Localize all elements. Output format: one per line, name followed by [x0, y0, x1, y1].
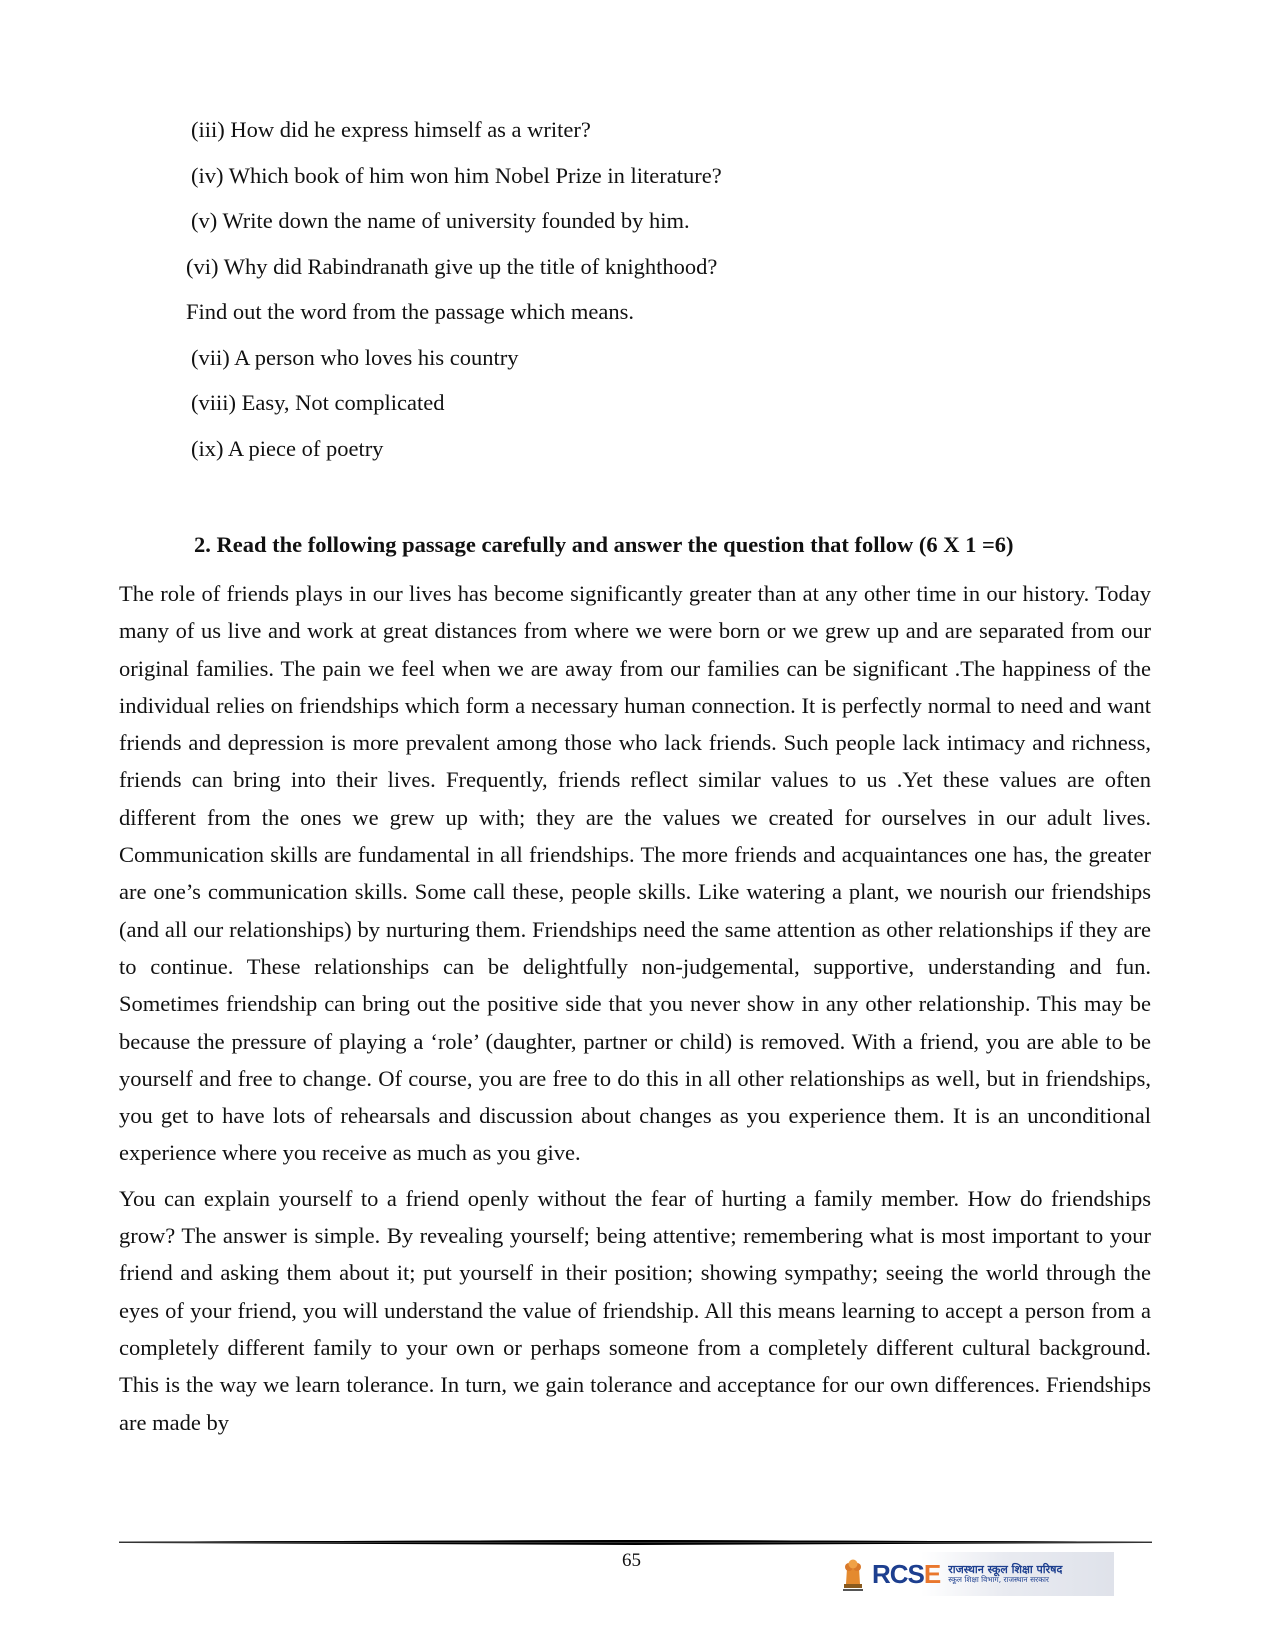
- question-list: [186, 116, 722, 480]
- footer-divider: [119, 1540, 1152, 1545]
- question-vii: (vii) A person who loves his country: [191, 344, 519, 370]
- question-v: (v) Write down the name of university founded by him.: [191, 208, 690, 233]
- logo-hindi-text: [948, 1564, 1062, 1584]
- logo-acronym-main: RCS: [872, 1558, 924, 1589]
- logo-hindi-line1: राजस्थान स्कूल शिक्षा परिषद: [948, 1562, 1063, 1576]
- logo-acronym-accent: E: [923, 1558, 941, 1589]
- section-heading: 2. Read the following passage carefully and answer the question that follow (6 X 1 =6): [194, 532, 1014, 557]
- question-viii: (viii) Easy, Not complicated: [191, 390, 445, 415]
- rcse-logo: [838, 1552, 1114, 1596]
- question-iii: (iii) How did he express himself as a writer?: [191, 117, 591, 142]
- logo-acronym: [872, 1559, 940, 1590]
- ashoka-emblem-icon: [838, 1554, 868, 1594]
- word-meaning-instruction: Find out the word from the passage which means.: [186, 299, 635, 324]
- question-iv: (iv) Which book of him won him Nobel Prize in literature?: [191, 162, 722, 188]
- passage: [119, 575, 1151, 1441]
- question-ix: (ix) A piece of poetry: [191, 435, 384, 461]
- question-vi: (vi) Why did Rabindranath give up the title of knighthood?: [186, 253, 718, 279]
- page-number: 65: [622, 1550, 641, 1571]
- logo-hindi-line2: स्कूल शिक्षा विभाग, राजस्थान सरकार: [948, 1574, 1049, 1584]
- passage-paragraph-2: You can explain yourself to a friend openly without the fear of hurting a family member. How do friendships grow? The answer is simple. By revealing yourself; being attentive; remembering what is most important to your friend and asking them about it; put yourself in their position; showing sympathy; seeing the world through the eyes of your friend, you will understand the value of friendship. All this means learning to accept a person from a completely different family to your own or perhaps someone from a completely different cultural background. This is the way we learn tolerance. In turn, we gain tolerance and acceptance for our own differences. Friendships are made by: [119, 1185, 1151, 1435]
- passage-paragraph-1: The role of friends plays in our lives has become significantly greater than at any other time in our history. Today many of us live and work at great distances from where we were born or we grew up and are separated from our original families. The pain we feel when we are away from our families can be significant .The happiness of the individual relies on friendships which form a necessary human connection. It is perfectly normal to need and want friends and depression is more prevalent among those who lack friends. Such people lack intimacy and richness, friends can bring into their lives. Frequently, friends reflect similar values to us .Yet these values are often different from the ones we grew up with; they are the values we created for ourselves in our adult lives. Communication skills are fundamental in all friendships. The more friends and acquaintances one has, the greater are one’s communication skills. Some call these, people skills. Like watering a plant, we nourish our friendships (and all our relationships) by nurturing them. Friendships need the same attention as other relationships if they are to continue. These relationships can be delightfully non-judgemental, supportive, understanding and fun. Sometimes friendship can bring out the positive side that you never show in any other relationship. This may be because the pressure of playing a ‘role’ (daughter, partner or child) is removed. With a friend, you are able to be yourself and free to change. Of course, you are free to do this in all other relationships as well, but in friendships, you get to have lots of rehearsals and discussion about changes as you experience them. It is an unconditional experience where you receive as much as you give.: [119, 581, 1151, 1166]
